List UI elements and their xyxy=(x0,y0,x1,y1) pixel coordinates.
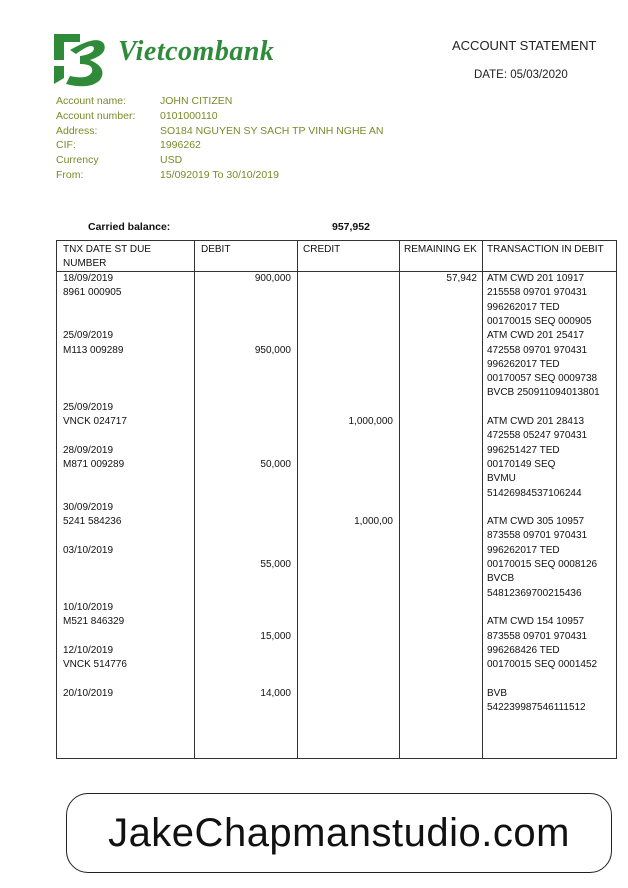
info-label: Account name: xyxy=(56,95,127,107)
address-row xyxy=(56,124,384,139)
transaction-cell: 996262017 TED xyxy=(487,301,560,313)
cif-value: 1996262 xyxy=(160,139,201,152)
account-number-value: 0101000110 xyxy=(160,109,218,122)
transaction-cell: 00170015 SEQ 0001452 xyxy=(487,659,598,671)
info-label: Currency xyxy=(56,154,99,167)
account-name-row xyxy=(56,94,384,109)
transaction-cell: ATM CWD 201 10917 xyxy=(487,273,585,284)
date-cell: VNCK 514776 xyxy=(63,659,127,671)
debit-amount: 900,000 xyxy=(254,273,291,284)
debit-amount: 50,000 xyxy=(260,458,291,470)
transaction-cell: BVMU xyxy=(487,473,516,485)
transaction-cell: 472558 05247 970431 xyxy=(487,430,588,442)
date-cell: 28/09/2019 xyxy=(63,444,114,456)
period-value: 15/092019 To 30/10/2019 xyxy=(160,168,279,181)
transaction-cell: ATM CWD 201 25417 xyxy=(487,330,585,342)
transaction-cell: 00170149 SEQ xyxy=(487,458,556,470)
date-cell: 5241 584236 xyxy=(63,516,122,528)
carried-balance-value: 957,952 xyxy=(332,221,370,233)
header-transaction: TRANSACTION IN DEBIT xyxy=(487,244,604,255)
period-row xyxy=(56,168,384,183)
info-label: From: xyxy=(56,168,84,181)
remaining-amount: 57,942 xyxy=(446,273,477,284)
column-divider xyxy=(297,241,298,758)
debit-amount: 15,000 xyxy=(260,630,291,642)
cif-row xyxy=(56,138,384,153)
transaction-cell: 873558 09701 970431 xyxy=(487,530,588,542)
currency-row xyxy=(56,153,384,168)
date-cell: 18/09/2019 xyxy=(63,273,114,284)
date-cell: 12/10/2019 xyxy=(63,644,114,656)
transaction-cell: 996262017 TED xyxy=(487,544,560,556)
header-date: TNX DATE ST DUE NUMBER xyxy=(63,244,151,269)
date-cell: M871 009289 xyxy=(63,458,125,470)
transaction-cell: ATM CWD 154 10957 xyxy=(487,616,585,628)
transaction-cell: ATM CWD 201 28413 xyxy=(487,416,585,427)
transaction-cell: 00170015 SEQ 0008126 xyxy=(487,559,598,570)
transaction-cell: BVB xyxy=(487,687,508,699)
vietcombank-logo-icon xyxy=(50,30,108,88)
column-divider xyxy=(482,241,483,758)
header-credit: CREDIT xyxy=(303,244,341,255)
transactions-table xyxy=(56,240,617,759)
watermark-banner: JakeChapmanstudio.com xyxy=(66,793,612,873)
transaction-cell: 996262017 TED xyxy=(487,358,560,370)
header-debit: DEBIT xyxy=(201,244,231,255)
account-info xyxy=(56,94,384,183)
debit-amount: 55,000 xyxy=(260,559,291,570)
transaction-cell: 215558 09701 970431 xyxy=(487,287,588,299)
debit-amount: 950,000 xyxy=(254,344,291,356)
date-cell: VNCK 024717 xyxy=(63,416,127,427)
transaction-cell: 54812369700215436 xyxy=(487,587,582,599)
date-cell: 10/10/2019 xyxy=(63,601,114,613)
date-cell: 03/10/2019 xyxy=(63,544,114,556)
transaction-cell: 51426984537106244 xyxy=(487,487,582,499)
transaction-cell: 00170057 SEQ 0009738 xyxy=(487,373,598,385)
header-remaining: REMAINING EK xyxy=(404,244,477,255)
address-value: SO184 NGUYEN SY SACH TP VINH NGHE AN xyxy=(160,124,384,137)
carried-balance-label: Carried balance: xyxy=(88,221,171,233)
date-cell: 30/09/2019 xyxy=(63,501,114,513)
info-label: CIF: xyxy=(56,139,76,152)
debit-amount: 14,000 xyxy=(260,687,291,699)
transaction-cell: 996251427 TED xyxy=(487,444,560,456)
date-cell: 25/09/2019 xyxy=(63,330,114,342)
account-name-value: JOHN CITIZEN xyxy=(160,95,233,107)
date-cell: M113 009289 xyxy=(63,344,124,356)
date-cell: M521 846329 xyxy=(63,616,125,628)
transaction-cell: BVCB 250911094013801 xyxy=(487,387,600,399)
info-label: Account number: xyxy=(56,109,136,122)
document-title: ACCOUNT STATEMENT xyxy=(452,38,597,53)
currency-value: USD xyxy=(160,154,183,167)
transaction-cell: 00170015 SEQ 000905 xyxy=(487,315,592,327)
credit-amount: 1,000,00 xyxy=(354,516,393,528)
info-label: Address: xyxy=(56,124,98,137)
account-number-row xyxy=(56,109,384,124)
credit-amount: 1,000,000 xyxy=(348,416,393,427)
transaction-cell: 996268426 TED xyxy=(487,644,560,656)
column-divider xyxy=(194,241,195,758)
transaction-cell: ATM CWD 305 10957 xyxy=(487,516,585,528)
transaction-cell: 542239987546111512 xyxy=(487,702,586,713)
statement-date: DATE: 05/03/2020 xyxy=(474,69,568,81)
transaction-cell: BVCB xyxy=(487,573,515,585)
transaction-cell: 472558 09701 970431 xyxy=(487,344,588,356)
date-cell: 8961 000905 xyxy=(63,287,122,299)
transaction-cell: 873558 09701 970431 xyxy=(487,630,588,642)
date-cell: 20/10/2019 xyxy=(63,687,114,699)
date-cell: 25/09/2019 xyxy=(63,401,114,413)
brand-name: Vietcombank xyxy=(118,36,275,67)
column-divider xyxy=(399,241,400,758)
